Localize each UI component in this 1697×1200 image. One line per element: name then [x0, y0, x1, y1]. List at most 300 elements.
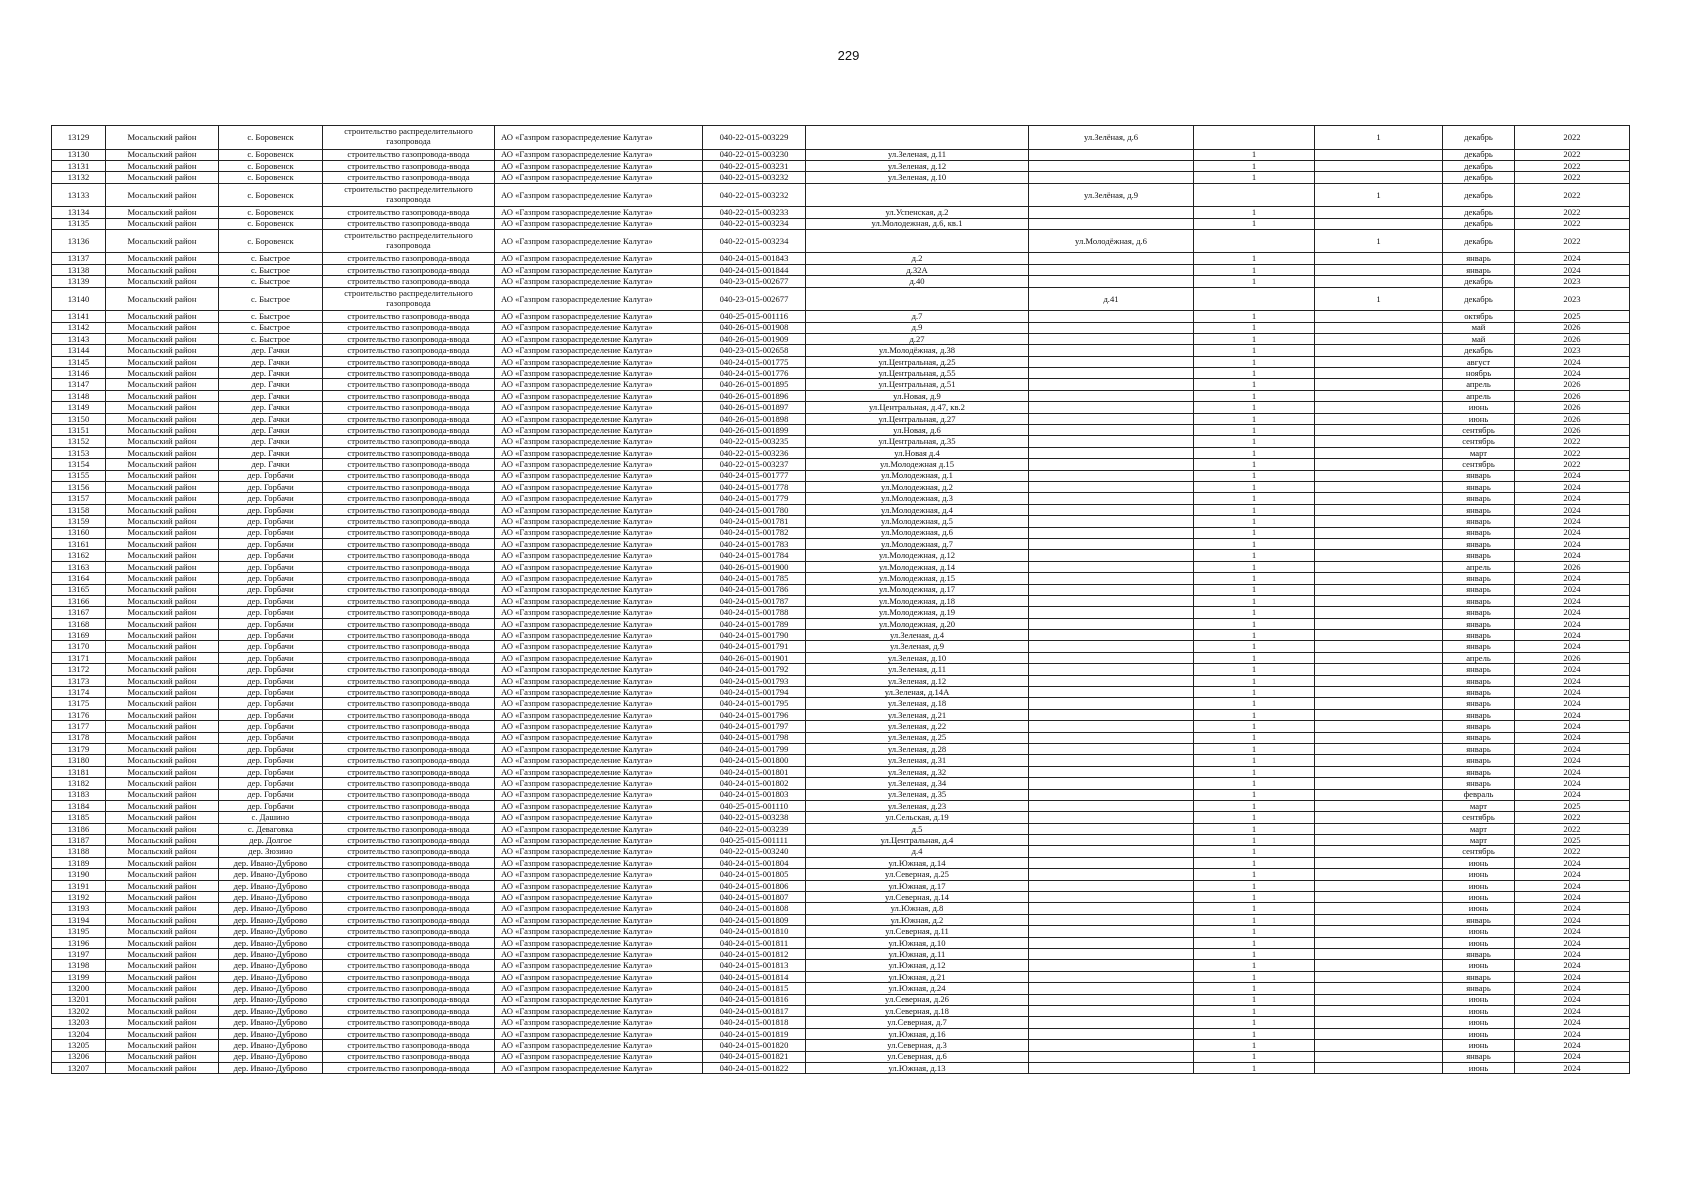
inlet-count-cell: 1	[1194, 1005, 1315, 1016]
network-address-cell	[1029, 755, 1194, 766]
locality-cell: дер. Гачки	[219, 356, 323, 367]
locality-cell: дер. Ивано-Дуброво	[219, 1062, 323, 1073]
year-cell: 2024	[1515, 971, 1630, 982]
network-address-cell	[1029, 413, 1194, 424]
row-number-cell: 13147	[52, 379, 106, 390]
row-number-cell: 13207	[52, 1062, 106, 1073]
network-address-cell	[1029, 732, 1194, 743]
network-count-cell	[1315, 459, 1443, 470]
year-cell: 2024	[1515, 550, 1630, 561]
organization-cell: АО «Газпром газораспределение Калуга»	[495, 949, 703, 960]
organization-cell: АО «Газпром газораспределение Калуга»	[495, 789, 703, 800]
inlet-count-cell: 1	[1194, 618, 1315, 629]
network-count-cell	[1315, 538, 1443, 549]
row-number-cell: 13173	[52, 675, 106, 686]
year-cell: 2022	[1515, 183, 1630, 207]
inlet-count-cell: 1	[1194, 379, 1315, 390]
object-code-cell: 040-26-015-001900	[703, 561, 806, 572]
row-number-cell: 13181	[52, 766, 106, 777]
work-type-cell: строительство газопровода-ввода	[323, 584, 495, 595]
district-cell: Мосальский район	[106, 311, 219, 322]
organization-cell: АО «Газпром газораспределение Калуга»	[495, 823, 703, 834]
inlet-count-cell: 1	[1194, 172, 1315, 183]
month-cell: март	[1443, 823, 1515, 834]
row-number-cell: 13203	[52, 1017, 106, 1028]
inlet-count-cell: 1	[1194, 880, 1315, 891]
network-count-cell	[1315, 835, 1443, 846]
address-cell	[806, 126, 1029, 150]
work-type-cell: строительство газопровода-ввода	[323, 641, 495, 652]
inlet-count-cell: 1	[1194, 664, 1315, 675]
inlet-count-cell: 1	[1194, 652, 1315, 663]
object-code-cell: 040-22-015-003234	[703, 229, 806, 253]
row-number-cell: 13172	[52, 664, 106, 675]
object-code-cell: 040-24-015-001792	[703, 664, 806, 675]
row-number-cell: 13193	[52, 903, 106, 914]
locality-cell: с. Быстрое	[219, 287, 323, 311]
network-count-cell	[1315, 276, 1443, 287]
year-cell: 2024	[1515, 1017, 1630, 1028]
year-cell: 2024	[1515, 584, 1630, 595]
month-cell: июнь	[1443, 937, 1515, 948]
locality-cell: дер. Горбачи	[219, 721, 323, 732]
month-cell: январь	[1443, 630, 1515, 641]
organization-cell: АО «Газпром газораспределение Калуга»	[495, 516, 703, 527]
district-cell: Мосальский район	[106, 287, 219, 311]
table-row	[52, 584, 1630, 595]
locality-cell: дер. Горбачи	[219, 709, 323, 720]
district-cell: Мосальский район	[106, 368, 219, 379]
network-count-cell	[1315, 218, 1443, 229]
locality-cell: дер. Горбачи	[219, 755, 323, 766]
month-cell: январь	[1443, 504, 1515, 515]
object-code-cell: 040-24-015-001789	[703, 618, 806, 629]
inlet-count-cell: 1	[1194, 527, 1315, 538]
object-code-cell: 040-26-015-001896	[703, 390, 806, 401]
row-number-cell: 13157	[52, 493, 106, 504]
network-address-cell	[1029, 903, 1194, 914]
inlet-count-cell: 1	[1194, 322, 1315, 333]
address-cell: ул.Зеленая, д.11	[806, 149, 1029, 160]
address-cell: ул.Зеленая, д.23	[806, 800, 1029, 811]
locality-cell: с. Быстрое	[219, 311, 323, 322]
district-cell: Мосальский район	[106, 253, 219, 264]
year-cell: 2026	[1515, 322, 1630, 333]
year-cell: 2024	[1515, 1040, 1630, 1051]
month-cell: декабрь	[1443, 229, 1515, 253]
district-cell: Мосальский район	[106, 1051, 219, 1062]
network-count-cell	[1315, 149, 1443, 160]
network-count-cell	[1315, 561, 1443, 572]
table-row	[52, 698, 1630, 709]
month-cell: январь	[1443, 481, 1515, 492]
table-row	[52, 1062, 1630, 1073]
locality-cell: дер. Горбачи	[219, 664, 323, 675]
organization-cell: АО «Газпром газораспределение Калуга»	[495, 504, 703, 515]
month-cell: январь	[1443, 550, 1515, 561]
object-code-cell: 040-22-015-003240	[703, 846, 806, 857]
month-cell: январь	[1443, 493, 1515, 504]
row-number-cell: 13177	[52, 721, 106, 732]
locality-cell: дер. Горбачи	[219, 630, 323, 641]
object-code-cell: 040-24-015-001805	[703, 869, 806, 880]
year-cell: 2026	[1515, 379, 1630, 390]
year-cell: 2024	[1515, 470, 1630, 481]
network-count-cell	[1315, 903, 1443, 914]
network-count-cell	[1315, 425, 1443, 436]
work-type-cell: строительство газопровода-ввода	[323, 994, 495, 1005]
table-row	[52, 470, 1630, 481]
object-code-cell: 040-25-015-001111	[703, 835, 806, 846]
row-number-cell: 13163	[52, 561, 106, 572]
work-type-cell: строительство газопровода-ввода	[323, 630, 495, 641]
address-cell: ул.Северная, д.11	[806, 926, 1029, 937]
table-row	[52, 721, 1630, 732]
network-count-cell	[1315, 481, 1443, 492]
locality-cell: с. Боровенск	[219, 183, 323, 207]
row-number-cell: 13153	[52, 447, 106, 458]
inlet-count-cell: 1	[1194, 390, 1315, 401]
locality-cell: дер. Горбачи	[219, 778, 323, 789]
locality-cell: дер. Горбачи	[219, 732, 323, 743]
organization-cell: АО «Газпром газораспределение Калуга»	[495, 778, 703, 789]
district-cell: Мосальский район	[106, 264, 219, 275]
address-cell: ул.Молодежная, д.20	[806, 618, 1029, 629]
network-address-cell: ул.Зелёная, д.6	[1029, 126, 1194, 150]
month-cell: июнь	[1443, 960, 1515, 971]
work-type-cell: строительство газопровода-ввода	[323, 149, 495, 160]
table-row	[52, 709, 1630, 720]
network-count-cell	[1315, 333, 1443, 344]
locality-cell: дер. Гачки	[219, 345, 323, 356]
locality-cell: дер. Гачки	[219, 413, 323, 424]
locality-cell: дер. Горбачи	[219, 516, 323, 527]
organization-cell: АО «Газпром газораспределение Калуга»	[495, 937, 703, 948]
row-number-cell: 13154	[52, 459, 106, 470]
locality-cell: дер. Горбачи	[219, 538, 323, 549]
network-count-cell	[1315, 721, 1443, 732]
row-number-cell: 13164	[52, 573, 106, 584]
network-address-cell	[1029, 218, 1194, 229]
district-cell: Мосальский район	[106, 218, 219, 229]
table-row	[52, 218, 1630, 229]
network-address-cell	[1029, 527, 1194, 538]
year-cell: 2024	[1515, 926, 1630, 937]
network-address-cell	[1029, 345, 1194, 356]
row-number-cell: 13156	[52, 481, 106, 492]
address-cell: ул.Сельская, д.19	[806, 812, 1029, 823]
locality-cell: дер. Горбачи	[219, 607, 323, 618]
row-number-cell: 13199	[52, 971, 106, 982]
row-number-cell: 13133	[52, 183, 106, 207]
inlet-count-cell: 1	[1194, 1040, 1315, 1051]
table-row	[52, 630, 1630, 641]
year-cell: 2022	[1515, 207, 1630, 218]
organization-cell: АО «Газпром газораспределение Калуга»	[495, 538, 703, 549]
inlet-count-cell: 1	[1194, 584, 1315, 595]
address-cell: ул.Центральная, д.55	[806, 368, 1029, 379]
work-type-cell: строительство газопровода-ввода	[323, 778, 495, 789]
work-type-cell: строительство газопровода-ввода	[323, 573, 495, 584]
network-address-cell	[1029, 618, 1194, 629]
district-cell: Мосальский район	[106, 390, 219, 401]
address-cell: ул.Южная, д.14	[806, 857, 1029, 868]
month-cell: сентябрь	[1443, 459, 1515, 470]
row-number-cell: 13134	[52, 207, 106, 218]
row-number-cell: 13174	[52, 687, 106, 698]
table-row	[52, 172, 1630, 183]
work-type-cell: строительство газопровода-ввода	[323, 436, 495, 447]
locality-cell: дер. Горбачи	[219, 504, 323, 515]
row-number-cell: 13141	[52, 311, 106, 322]
table-row	[52, 994, 1630, 1005]
month-cell: январь	[1443, 641, 1515, 652]
month-cell: январь	[1443, 721, 1515, 732]
object-code-cell: 040-24-015-001843	[703, 253, 806, 264]
object-code-cell: 040-26-015-001895	[703, 379, 806, 390]
month-cell: июнь	[1443, 857, 1515, 868]
row-number-cell: 13150	[52, 413, 106, 424]
table-row	[52, 971, 1630, 982]
district-cell: Мосальский район	[106, 823, 219, 834]
year-cell: 2022	[1515, 126, 1630, 150]
object-code-cell: 040-24-015-001801	[703, 766, 806, 777]
object-code-cell: 040-24-015-001813	[703, 960, 806, 971]
work-type-cell: строительство газопровода-ввода	[323, 1017, 495, 1028]
organization-cell: АО «Газпром газораспределение Калуга»	[495, 994, 703, 1005]
row-number-cell: 13140	[52, 287, 106, 311]
inlet-count-cell	[1194, 183, 1315, 207]
address-cell: ул.Молодежная, д.12	[806, 550, 1029, 561]
network-address-cell	[1029, 207, 1194, 218]
organization-cell: АО «Газпром газораспределение Калуга»	[495, 470, 703, 481]
address-cell	[806, 287, 1029, 311]
address-cell: ул.Северная, д.7	[806, 1017, 1029, 1028]
address-cell: ул.Молодежная, д.6	[806, 527, 1029, 538]
inlet-count-cell: 1	[1194, 743, 1315, 754]
row-number-cell: 13184	[52, 800, 106, 811]
month-cell: март	[1443, 800, 1515, 811]
locality-cell: дер. Ивано-Дуброво	[219, 1005, 323, 1016]
month-cell: январь	[1443, 732, 1515, 743]
row-number-cell: 13160	[52, 527, 106, 538]
address-cell: ул.Северная, д.26	[806, 994, 1029, 1005]
network-count-cell	[1315, 914, 1443, 925]
organization-cell: АО «Газпром газораспределение Калуга»	[495, 835, 703, 846]
address-cell: ул.Южная, д.24	[806, 983, 1029, 994]
network-count-cell	[1315, 949, 1443, 960]
network-count-cell	[1315, 356, 1443, 367]
row-number-cell: 13142	[52, 322, 106, 333]
address-cell: ул.Центральная, д.35	[806, 436, 1029, 447]
table-body	[52, 126, 1630, 1074]
object-code-cell: 040-24-015-001803	[703, 789, 806, 800]
address-cell: ул.Молодежная, д.19	[806, 607, 1029, 618]
table-row	[52, 607, 1630, 618]
district-cell: Мосальский район	[106, 561, 219, 572]
organization-cell: АО «Газпром газораспределение Калуга»	[495, 218, 703, 229]
work-type-cell: строительство газопровода-ввода	[323, 390, 495, 401]
year-cell: 2024	[1515, 573, 1630, 584]
address-cell: ул.Успенская, д.2	[806, 207, 1029, 218]
table-row	[52, 755, 1630, 766]
year-cell: 2024	[1515, 630, 1630, 641]
month-cell: август	[1443, 356, 1515, 367]
address-cell: ул.Южная, д.17	[806, 880, 1029, 891]
organization-cell: АО «Газпром газораспределение Калуга»	[495, 687, 703, 698]
network-count-cell	[1315, 641, 1443, 652]
year-cell: 2024	[1515, 356, 1630, 367]
row-number-cell: 13176	[52, 709, 106, 720]
locality-cell: дер. Горбачи	[219, 687, 323, 698]
address-cell: ул.Зеленая, д.32	[806, 766, 1029, 777]
address-cell: ул.Молодежная, д.7	[806, 538, 1029, 549]
month-cell: январь	[1443, 664, 1515, 675]
organization-cell: АО «Газпром газораспределение Калуга»	[495, 641, 703, 652]
address-cell: ул.Зеленая, д.21	[806, 709, 1029, 720]
district-cell: Мосальский район	[106, 994, 219, 1005]
network-address-cell	[1029, 425, 1194, 436]
organization-cell: АО «Газпром газораспределение Калуга»	[495, 481, 703, 492]
address-cell: ул.Южная, д.10	[806, 937, 1029, 948]
locality-cell: дер. Ивано-Дуброво	[219, 983, 323, 994]
locality-cell: с. Боровенск	[219, 149, 323, 160]
network-address-cell	[1029, 276, 1194, 287]
work-type-cell: строительство газопровода-ввода	[323, 425, 495, 436]
row-number-cell: 13158	[52, 504, 106, 515]
organization-cell: АО «Газпром газораспределение Калуга»	[495, 630, 703, 641]
network-address-cell	[1029, 687, 1194, 698]
district-cell: Мосальский район	[106, 160, 219, 171]
month-cell: январь	[1443, 755, 1515, 766]
object-code-cell: 040-24-015-001783	[703, 538, 806, 549]
inlet-count-cell: 1	[1194, 447, 1315, 458]
work-type-cell: строительство газопровода-ввода	[323, 960, 495, 971]
network-count-cell	[1315, 390, 1443, 401]
table-row	[52, 436, 1630, 447]
inlet-count-cell: 1	[1194, 573, 1315, 584]
network-count-cell	[1315, 869, 1443, 880]
district-cell: Мосальский район	[106, 172, 219, 183]
row-number-cell: 13136	[52, 229, 106, 253]
year-cell: 2022	[1515, 218, 1630, 229]
district-cell: Мосальский район	[106, 709, 219, 720]
address-cell	[806, 183, 1029, 207]
locality-cell: дер. Горбачи	[219, 493, 323, 504]
table-row	[52, 368, 1630, 379]
organization-cell: АО «Газпром газораспределение Калуга»	[495, 652, 703, 663]
object-code-cell: 040-24-015-001812	[703, 949, 806, 960]
row-number-cell: 13178	[52, 732, 106, 743]
district-cell: Мосальский район	[106, 812, 219, 823]
row-number-cell: 13183	[52, 789, 106, 800]
month-cell: май	[1443, 322, 1515, 333]
network-address-cell	[1029, 812, 1194, 823]
month-cell: январь	[1443, 618, 1515, 629]
inlet-count-cell: 1	[1194, 926, 1315, 937]
inlet-count-cell: 1	[1194, 538, 1315, 549]
address-cell: ул.Новая, д.9	[806, 390, 1029, 401]
network-count-cell	[1315, 630, 1443, 641]
object-code-cell: 040-22-015-003230	[703, 149, 806, 160]
table-row	[52, 207, 1630, 218]
inlet-count-cell: 1	[1194, 812, 1315, 823]
locality-cell: дер. Ивано-Дуброво	[219, 949, 323, 960]
month-cell: апрель	[1443, 652, 1515, 663]
work-type-cell: строительство газопровода-ввода	[323, 1051, 495, 1062]
address-cell: ул.Северная, д.25	[806, 869, 1029, 880]
table-row	[52, 1051, 1630, 1062]
row-number-cell: 13185	[52, 812, 106, 823]
organization-cell: АО «Газпром газораспределение Калуга»	[495, 595, 703, 606]
row-number-cell: 13194	[52, 914, 106, 925]
organization-cell: АО «Газпром газораспределение Калуга»	[495, 960, 703, 971]
row-number-cell: 13191	[52, 880, 106, 891]
table-row	[52, 149, 1630, 160]
month-cell: апрель	[1443, 379, 1515, 390]
inlet-count-cell: 1	[1194, 218, 1315, 229]
year-cell: 2024	[1515, 789, 1630, 800]
network-count-cell: 1	[1315, 287, 1443, 311]
organization-cell: АО «Газпром газораспределение Калуга»	[495, 607, 703, 618]
network-address-cell	[1029, 516, 1194, 527]
table-row	[52, 926, 1630, 937]
object-code-cell: 040-26-015-001909	[703, 333, 806, 344]
organization-cell: АО «Газпром газораспределение Калуга»	[495, 675, 703, 686]
work-type-cell: строительство газопровода-ввода	[323, 1005, 495, 1016]
table-row	[52, 287, 1630, 311]
page-number: 229	[837, 48, 860, 63]
table-row	[52, 800, 1630, 811]
locality-cell: дер. Горбачи	[219, 698, 323, 709]
year-cell: 2024	[1515, 264, 1630, 275]
year-cell: 2023	[1515, 276, 1630, 287]
network-address-cell	[1029, 960, 1194, 971]
district-cell: Мосальский район	[106, 322, 219, 333]
year-cell: 2026	[1515, 425, 1630, 436]
work-type-cell: строительство газопровода-ввода	[323, 880, 495, 891]
work-type-cell: строительство газопровода-ввода	[323, 652, 495, 663]
work-type-cell: строительство газопровода-ввода	[323, 504, 495, 515]
district-cell: Мосальский район	[106, 846, 219, 857]
object-code-cell: 040-24-015-001787	[703, 595, 806, 606]
object-code-cell: 040-25-015-001116	[703, 311, 806, 322]
locality-cell: дер. Гачки	[219, 425, 323, 436]
row-number-cell: 13171	[52, 652, 106, 663]
network-address-cell	[1029, 607, 1194, 618]
object-code-cell: 040-22-015-003239	[703, 823, 806, 834]
table-row	[52, 504, 1630, 515]
inlet-count-cell: 1	[1194, 857, 1315, 868]
organization-cell: АО «Газпром газораспределение Калуга»	[495, 800, 703, 811]
year-cell: 2024	[1515, 504, 1630, 515]
district-cell: Мосальский район	[106, 126, 219, 150]
year-cell: 2023	[1515, 287, 1630, 311]
row-number-cell: 13192	[52, 892, 106, 903]
work-type-cell: строительство газопровода-ввода	[323, 413, 495, 424]
locality-cell: дер. Гачки	[219, 436, 323, 447]
work-type-cell: строительство газопровода-ввода	[323, 402, 495, 413]
address-cell: ул.Зеленая, д.35	[806, 789, 1029, 800]
address-cell: ул.Северная, д.6	[806, 1051, 1029, 1062]
locality-cell: дер. Ивано-Дуброво	[219, 892, 323, 903]
year-cell: 2024	[1515, 607, 1630, 618]
year-cell: 2024	[1515, 709, 1630, 720]
month-cell: июнь	[1443, 1017, 1515, 1028]
address-cell: ул.Зеленая, д.28	[806, 743, 1029, 754]
year-cell: 2024	[1515, 743, 1630, 754]
address-cell: ул.Молодежная, д.14	[806, 561, 1029, 572]
